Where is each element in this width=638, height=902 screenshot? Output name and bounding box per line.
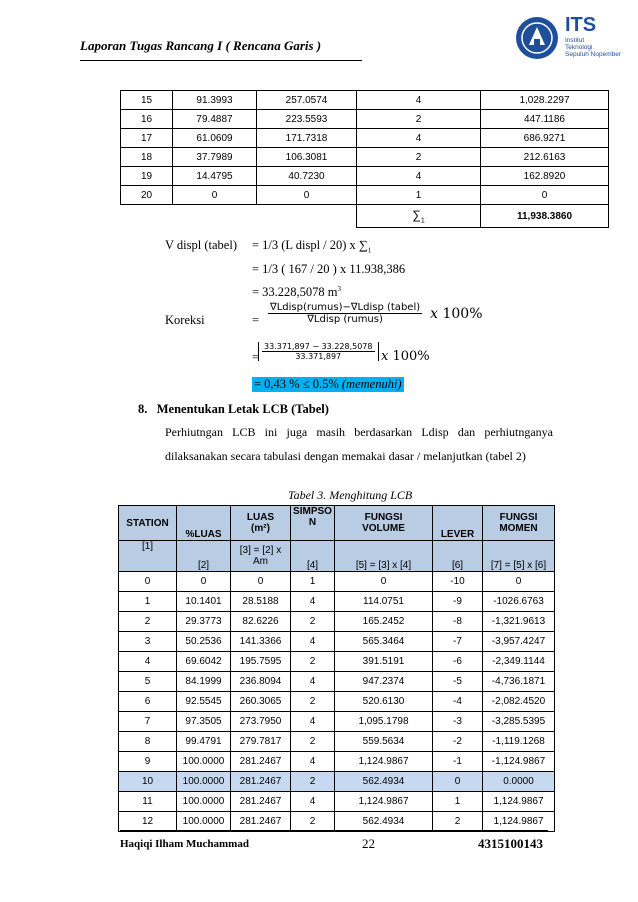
table-cell: 7 [119,712,177,732]
vdispl-formula: = 1/3 (L displ / 20) x ∑ [252,238,368,252]
table-cell: 5 [119,672,177,692]
volume-table-row [121,110,609,129]
table-cell: -2,349.1144 [483,652,555,672]
table-cell: 562.4934 [335,772,433,792]
table-cell: 562.4934 [335,812,433,832]
table-cell: 79.4887 [173,110,257,129]
sub-3 [231,541,291,572]
footer-rule [120,830,548,831]
table-cell: 0 [257,186,357,205]
table-cell: 99.4791 [177,732,231,752]
table-cell: 212.6163 [481,148,609,167]
vdispl-subscript: 1 [367,246,372,255]
its-logo [515,12,625,64]
table-cell: 223.5593 [257,110,357,129]
vdispl-label: V displ (tabel) [165,238,237,252]
table-cell: 520.6130 [335,692,433,712]
lcb-table [118,505,555,832]
header-simpson-2: N [308,517,317,528]
lcb-table-row [119,812,555,832]
lcb-table-row [119,672,555,692]
table-cell: -9 [433,592,483,612]
table-cell: 100.0000 [177,772,231,792]
table-cell: 11 [119,792,177,812]
table-cell: 1 [433,792,483,812]
sum-empty-cell [173,205,257,228]
table-cell: -1 [433,752,483,772]
header-fungsi-momen [483,506,555,541]
table-cell: 141.3366 [231,632,291,652]
table-cell: 4 [291,712,335,732]
table-cell: 8 [119,732,177,752]
table-cell: 19 [121,167,173,186]
volume-table-row [121,91,609,110]
table-cell: 0 [231,572,291,592]
sum-symbol: ∑ [412,207,421,222]
table-cell: 12 [119,812,177,832]
table-cell: 281.2467 [231,792,291,812]
table-cell: 10.1401 [177,592,231,612]
volume-table-row [121,148,609,167]
table-cell: 2 [291,612,335,632]
header-luas-2: (m²) [251,523,270,534]
footer-page: 22 [362,836,375,851]
logo-line3: Sepuluh Nopember [565,51,622,58]
vdispl-line1 [252,238,371,255]
logo-text [565,37,621,58]
koreksi2-x100: 𝑥 100% [381,349,430,364]
lcb-table-row [119,612,555,632]
table-cell: 9 [119,752,177,772]
logo-abbr: ITS [565,14,597,36]
sub-7: [7] = [5] x [6] [483,541,555,572]
sum-empty-cell [257,205,357,228]
table-cell: 69.6042 [177,652,231,672]
logo-line2: Teknologi [565,44,593,51]
table-cell: -2,082.4520 [483,692,555,712]
lcb-table-row [119,752,555,772]
footer-author: Haqiqi Ilham Muchammad [120,838,249,850]
table-cell: -1,124.9867 [483,752,555,772]
sub-4: [4] [291,541,335,572]
table-cell: 0 [481,186,609,205]
table-cell: 29.3773 [177,612,231,632]
volume-table-row [121,167,609,186]
lcb-table-row [119,592,555,612]
koreksi2-denominator: 33.371,897 [295,352,342,361]
table-cell: 0.0000 [483,772,555,792]
table-cell: -6 [433,652,483,672]
volume-table-continued [120,90,609,228]
table-cell: 1 [357,186,481,205]
vdispl-line3 [252,285,341,300]
table-cell: 2 [291,732,335,752]
table-cell: 2 [357,110,481,129]
table-cell: 2 [291,772,335,792]
section-paragraph: Perhiutngan LCB ini juga masih berdasarkan Ldisp dan perhiutnganya dilaksanakan secara tabulasi dengan memakai dasar / melanjutkan (tabel 2) [165,425,553,463]
lcb-table-body [119,572,555,832]
table-cell: 559.5634 [335,732,433,752]
koreksi-fraction2 [258,342,379,361]
table-cell: -4,736.1871 [483,672,555,692]
table-cell: 100.0000 [177,812,231,832]
sum-row [121,205,609,228]
table-cell: -1,119.1268 [483,732,555,752]
table-cell: 20 [121,186,173,205]
lcb-table-row [119,712,555,732]
table-cell: 4 [357,129,481,148]
sum-empty-cell [121,205,173,228]
table-cell: 100.0000 [177,792,231,812]
table-cell: 28.5188 [231,592,291,612]
table-cell: 0 [335,572,433,592]
table-cell: -7 [433,632,483,652]
table-cell: 0 [119,572,177,592]
table-cell: -8 [433,612,483,632]
koreksi-denominator: ∇Ldisp (rumus) [307,314,383,325]
koreksi-frac [268,302,422,325]
table-cell: 281.2467 [231,812,291,832]
logo-line1: Institut [565,37,585,44]
table-cell: 18 [121,148,173,167]
koreksi-label: Koreksi [165,313,205,327]
koreksi-eq2: = [252,350,260,364]
table-cell: 40.7230 [257,167,357,186]
vdispl-line2: = 1/3 ( 167 / 20 ) x 11.938,386 [252,262,406,276]
header-fm-1: FUNGSI [499,512,538,523]
volume-table-body [121,91,609,205]
sum-value: 11,938.3860 [481,205,609,228]
table-cell: 100.0000 [177,752,231,772]
header-luas-1: LUAS [246,512,275,523]
table-cell: 106.3081 [257,148,357,167]
sub-3-line1: [3] = [2] x [239,545,282,556]
table-cell: 1 [291,572,335,592]
table-cell: -4 [433,692,483,712]
table-cell: 281.2467 [231,752,291,772]
table-cell: 1,028.2297 [481,91,609,110]
table-cell: 165.2452 [335,612,433,632]
table-cell: 2 [119,612,177,632]
volume-table-row [121,186,609,205]
sub-1: [1] [119,541,177,572]
table-cell: 2 [357,148,481,167]
koreksi-result-value: = 0,43 % ≤ 0.5% [254,377,339,391]
table-cell: 1,095.1798 [335,712,433,732]
header-title: Laporan Tugas Rancang I ( Rencana Garis ) [80,38,322,53]
table-cell: 1,124.9867 [335,792,433,812]
vdispl-superscript: 3 [337,285,342,293]
table-cell: 1 [119,592,177,612]
table-cell: 3 [119,632,177,652]
table-cell: 273.7950 [231,712,291,732]
header-simpson-1: SIMPSO [293,506,332,517]
lcb-table-row [119,632,555,652]
table-cell: 91.3993 [173,91,257,110]
table-cell: 50.2536 [177,632,231,652]
table-cell: 10 [119,772,177,792]
koreksi-fraction [268,302,483,325]
table-cell: 4 [291,752,335,772]
table-cell: 2 [291,692,335,712]
table-cell: 17 [121,129,173,148]
table-cell: -3 [433,712,483,732]
sub-5: [5] = [3] x [4] [335,541,433,572]
table-cell: 15 [121,91,173,110]
lcb-table-row [119,732,555,752]
table-cell: 260.3065 [231,692,291,712]
table-cell: 4 [357,91,481,110]
footer-nrp: 4315100143 [478,836,543,851]
table-cell: 0 [483,572,555,592]
table-cell: 16 [121,110,173,129]
table-caption: Tabel 3. Menghitung LCB [288,488,413,502]
table-cell: 92.5545 [177,692,231,712]
table-cell: 4 [291,792,335,812]
table-cell: 114.0751 [335,592,433,612]
lcb-table-row [119,792,555,812]
table-cell: -10 [433,572,483,592]
table-cell: 2 [433,812,483,832]
table-cell: 447.1186 [481,110,609,129]
table-cell: 2 [291,652,335,672]
table-cell: 82.6226 [231,612,291,632]
table-cell: -1026.6763 [483,592,555,612]
table-cell: -3,285.5395 [483,712,555,732]
table-cell: 0 [173,186,257,205]
sum-subscript: 1 [420,217,425,225]
table-cell: 391.5191 [335,652,433,672]
header-station: STATION [119,506,177,541]
table-cell: 4 [291,592,335,612]
header-lever: LEVER [433,506,483,541]
table-cell: 281.2467 [231,772,291,792]
sum-label [357,205,481,228]
sub-6: [6] [433,541,483,572]
table-cell: 4 [291,672,335,692]
header-simpson [291,506,335,541]
table-cell: 236.8094 [231,672,291,692]
volume-table-row [121,129,609,148]
header-fungsi-volume [335,506,433,541]
koreksi2-numerator: 33.371,897 − 33.228,5078 [264,342,373,351]
table-cell: 1,124.9867 [483,812,555,832]
header-fv-1: FUNGSI [364,512,403,523]
table-cell: 1,124.9867 [483,792,555,812]
table-cell: 4 [291,632,335,652]
table-cell: 14.4795 [173,167,257,186]
header-rule [80,60,362,61]
table-cell: 1,124.9867 [335,752,433,772]
table-cell: 162.8920 [481,167,609,186]
table-cell: 686.9271 [481,129,609,148]
header-fv-2: VOLUME [362,523,405,534]
lcb-table-row [119,572,555,592]
header-fm-2: MOMEN [499,523,538,534]
sub-2: [2] [177,541,231,572]
koreksi-x100: 𝑥 100% [430,305,483,322]
table-cell: 2 [291,812,335,832]
table-cell: 195.7595 [231,652,291,672]
table-cell: -1,321.9613 [483,612,555,632]
lcb-subheader-row [119,541,555,572]
table-cell: -3,957.4247 [483,632,555,652]
table-cell: 4 [357,167,481,186]
lcb-header-row [119,506,555,541]
vdispl-result: = 33.228,5078 m [252,285,338,300]
table-cell: 97.3505 [177,712,231,732]
lcb-table-row [119,652,555,672]
table-cell: 6 [119,692,177,712]
koreksi-frac2 [262,342,375,361]
koreksi-eq: = [252,313,260,327]
table-cell: 0 [433,772,483,792]
table-cell: 0 [177,572,231,592]
table-cell: 947.2374 [335,672,433,692]
table-cell: 565.3464 [335,632,433,652]
table-cell: 37.7989 [173,148,257,167]
header-luas [231,506,291,541]
table-cell: -5 [433,672,483,692]
koreksi-result [252,377,404,392]
koreksi-numerator: ∇Ldisp(rumus)−∇Ldisp (tabel) [270,302,421,313]
table-cell: 61.0609 [173,129,257,148]
table-cell: 84.1999 [177,672,231,692]
koreksi-result-note: (memenuhi) [341,377,402,391]
header-pct-luas: %LUAS [177,506,231,541]
table-cell: 171.7318 [257,129,357,148]
sub-3-line2: Am [253,556,268,567]
table-cell: 257.0574 [257,91,357,110]
section-heading: 8. Menentukan Letak LCB (Tabel) [138,402,329,416]
lcb-table-row [119,692,555,712]
table-cell: 279.7817 [231,732,291,752]
table-cell: -2 [433,732,483,752]
lcb-table-row [119,772,555,792]
table-cell: 4 [119,652,177,672]
